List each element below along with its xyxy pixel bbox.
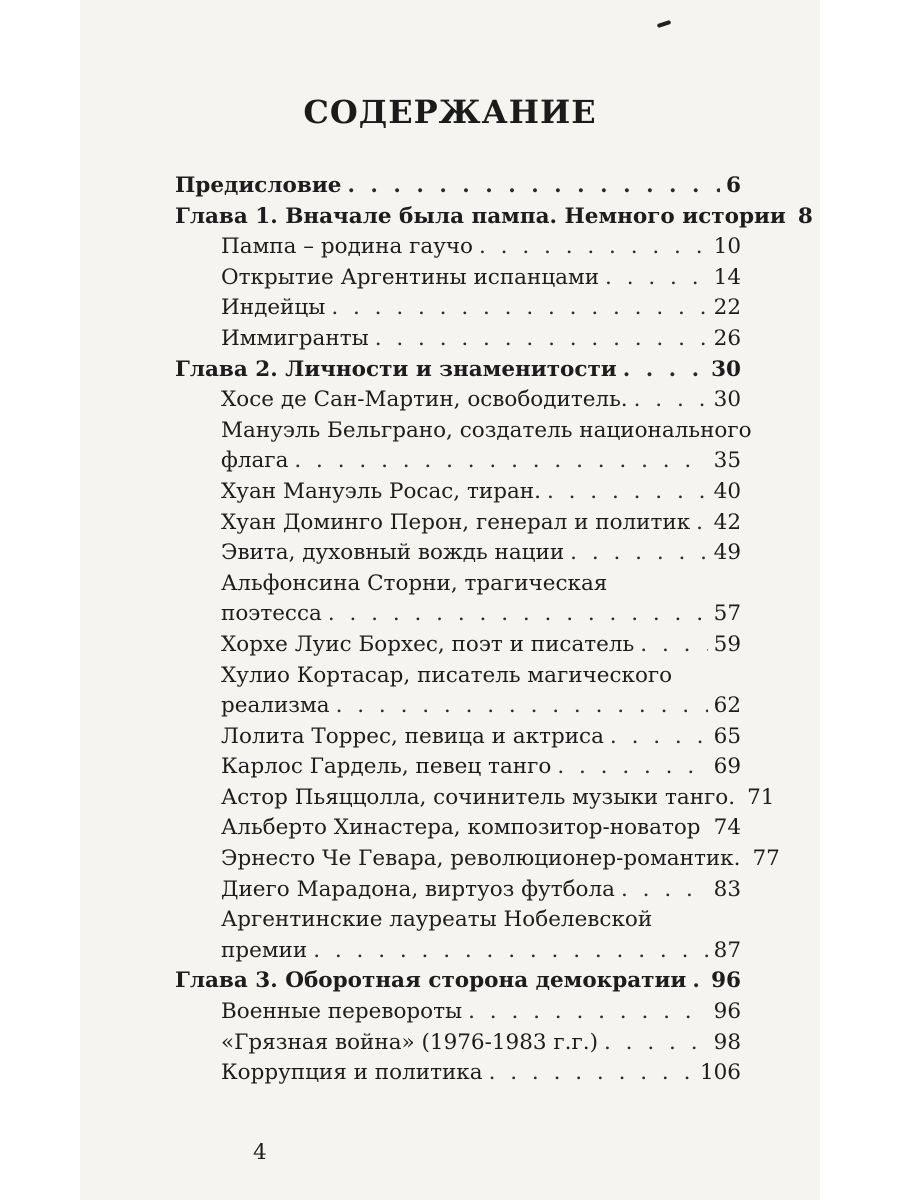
leader-dots [489,1058,694,1089]
leader-dots [468,997,708,1028]
toc-entry-title: Глава 3. Оборотная сторона демократии [175,968,687,994]
leader-dots [557,752,707,783]
toc-page-number: 83 [713,876,741,902]
toc-entry-title: Хулио Кортасар, писатель магического [221,662,673,688]
toc-page-number: 77 [752,846,780,872]
leader-dots [707,813,708,844]
toc-page-number: 71 [747,784,775,810]
leader-dots [570,538,707,569]
toc-page-number: 30 [713,387,741,413]
leader-dots [696,508,707,539]
toc-entry-title: Хорхе Луис Борхес, поэт и писатель [221,631,635,657]
leader-dots [604,1028,708,1059]
toc-entry [175,1028,741,1059]
toc-entry-title: Хуан Мануэль Росас, тиран. [221,478,541,504]
toc-entry [175,324,741,355]
leader-dots [294,446,707,477]
leader-dots [623,355,705,386]
toc-entry [175,385,741,416]
leader-dots [328,599,708,630]
leader-dots [692,966,705,997]
toc-page-number: 74 [713,815,741,841]
toc-page-number: 57 [713,601,741,627]
toc-entry [175,936,741,967]
toc-entry-title: премии [221,937,308,963]
toc-entry-title: Карлос Гардель, певец танго [221,754,552,780]
toc-entry [175,844,780,875]
ink-mark [657,20,672,28]
toc-chapter-entry [175,202,813,233]
toc-entry-title: Мануэль Бельграно, создатель национального [221,417,752,443]
toc-entry-title: Альберто Хинастера, композитор-новатор [221,815,701,841]
toc-entry [175,783,775,814]
toc-entry [175,599,741,630]
toc-page-number: 35 [713,448,741,474]
toc-entry [175,446,741,477]
toc-chapter-entry [175,355,741,386]
toc-page-number: 30 [711,356,741,382]
leader-dots [621,875,708,906]
toc-page-number: 106 [699,1060,741,1086]
toc-entry-title: реализма [221,693,330,719]
toc-entry-title: Пампа – родина гаучо [221,234,474,260]
page-title: СОДЕРЖАНИЕ [303,93,597,131]
toc-entry-title: Диего Марадона, виртуоз футбола [221,876,615,902]
toc-chapter-entry [175,966,741,997]
toc-page-number: 42 [713,509,741,535]
leader-dots [375,324,708,355]
toc-entry-title: «Грязная война» (1976-1983 г.г.) [221,1029,599,1055]
leader-dots [331,293,707,324]
toc-entry-title: Эвита, духовный вождь нации [221,540,565,566]
toc-page-number: 8 [797,203,813,229]
toc-entry [175,875,741,906]
leader-dots [640,630,707,661]
toc-entry [175,477,741,508]
toc-page-number: 26 [713,325,741,351]
toc-page-number: 96 [711,968,741,994]
toc-entry [175,997,741,1028]
toc-page-number: 22 [713,295,741,321]
toc-entry [175,232,741,263]
toc-page-number: 14 [713,264,741,290]
toc-entry [175,569,741,600]
leader-dots [605,263,708,294]
toc-entry [175,722,741,753]
toc-entry-title: Хуан Доминго Перон, генерал и политик [221,509,691,535]
toc-entry-title: Коррупция и политика [221,1060,483,1086]
toc-entry-title: Глава 1. Вначале была пампа. Немного истории [175,203,786,229]
toc-entry-title: Иммигранты [221,325,369,351]
toc-page-number: 87 [713,937,741,963]
toc-entry-title: Аргентинские лауреаты Нобелевской [221,907,653,933]
toc-entry [175,752,741,783]
toc-page-number: 65 [713,723,741,749]
toc-entry-title: Индейцы [221,295,326,321]
page-number: 4 [253,1140,267,1165]
toc-entry [175,630,741,661]
toc-entry-title: Глава 2. Личности и знаменитости [175,356,617,382]
toc-entry-title: Лолита Торрес, певица и актриса [221,723,604,749]
toc-page-number: 49 [713,540,741,566]
toc-entry-title: Альфонсина Сторни, трагическая [221,570,608,596]
toc-page-number: 98 [713,1029,741,1055]
toc-page-number: 69 [713,754,741,780]
toc-entry [175,263,741,294]
toc-page-number: 96 [713,999,741,1025]
leader-dots [313,936,707,967]
leader-dots [547,477,708,508]
toc-page-number: 6 [726,173,741,198]
toc-entry-title: Военные перевороты [221,999,463,1025]
toc-entry [175,293,741,324]
toc-entry [175,905,741,936]
leader-dots [634,385,708,416]
toc-entry [175,508,741,539]
toc-entry [175,813,741,844]
toc-page-number: 40 [713,478,741,504]
leader-dots [610,722,708,753]
toc-page-number: 62 [713,693,741,719]
toc-entry-title: Предисловие [175,173,342,198]
table-of-contents [175,171,813,1089]
toc-entry-title: Эрнесто Че Гевара, революционер-романтик. [221,846,741,872]
toc-chapter-entry [175,171,741,202]
toc-page-number: 10 [713,234,741,260]
toc-entry-title: поэтесса [221,601,322,627]
toc-entry [175,416,752,447]
toc-entry-title: Астор Пьяццолла, сочинитель музыки танго. [221,784,736,810]
toc-entry-title: Хосе де Сан-Мартин, освободитель. [221,387,628,413]
leader-dots [347,171,720,202]
toc-entry-title: флага [221,448,289,474]
toc-entry [175,661,741,692]
toc-entry [175,691,741,722]
toc-entry [175,1058,741,1089]
leader-dots [336,691,708,722]
leader-dots [479,232,708,263]
toc-page-number: 59 [713,631,741,657]
toc-entry [175,538,741,569]
toc-entry-title: Открытие Аргентины испанцами [221,264,600,290]
